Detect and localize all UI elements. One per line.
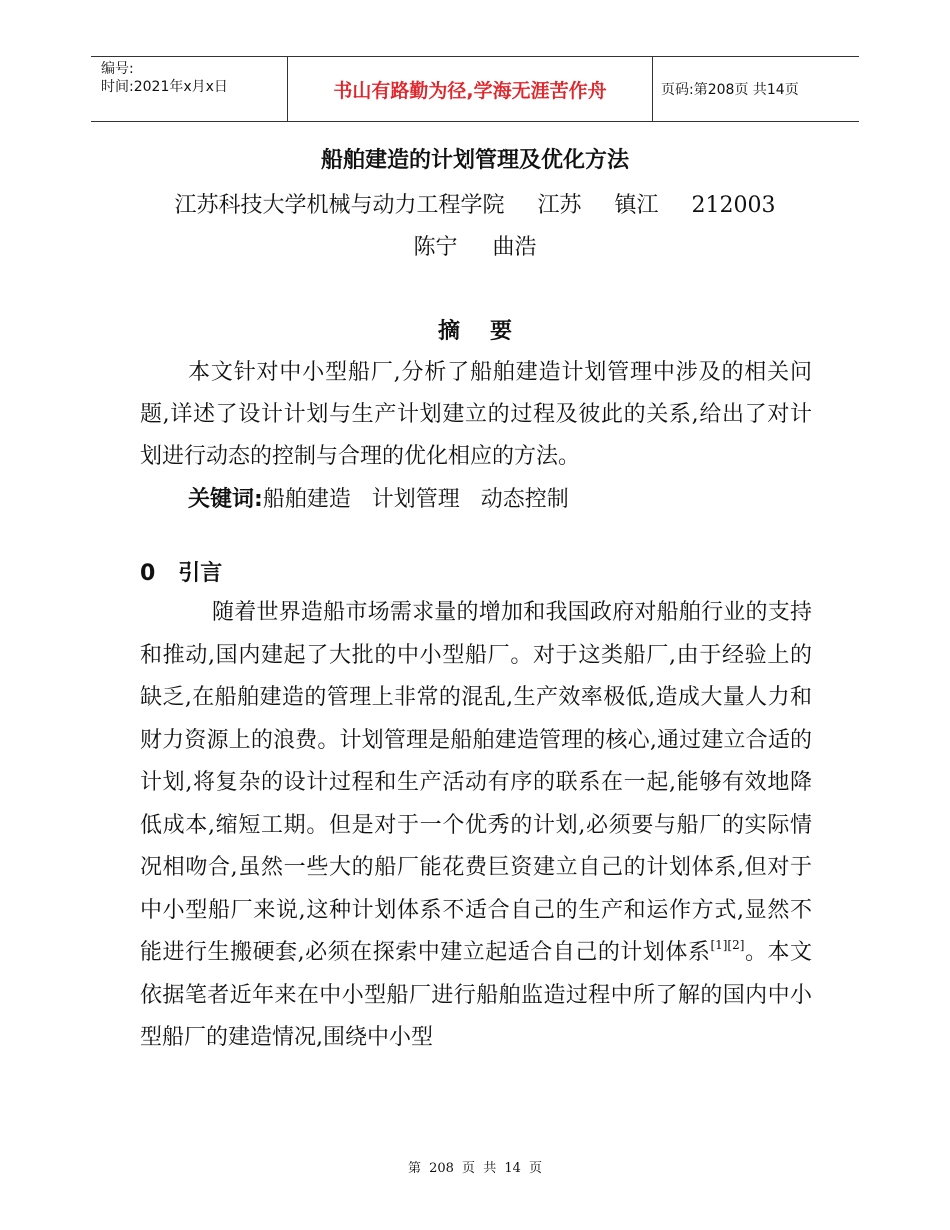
author-names: 陈宁 曲浩 [413,235,537,260]
section-heading: 0 引言 [140,561,223,586]
time-text: 时间:2021年x月x日 [101,79,228,95]
abstract-heading: 摘要 [437,319,542,344]
serial-label: 编号: [101,61,134,77]
abstract-text: 本文针对中小型船厂,分析了船舶建造计划管理中涉及的相关问题,详述了设计计划与生产计划建立的过程及彼此的关系,给出了对计划进行动态的控制与合理的优化相应的方法。 [140,360,812,469]
page-footer: 第 208 页 共 14 页 [407,1161,543,1176]
article-title: 船舶建造的计划管理及优化方法 [320,148,629,173]
author-affiliation: 江苏科技大学机械与动力工程学院 江苏 镇江 212003 [174,193,776,218]
document-header [91,56,859,122]
header-meta [91,57,287,121]
header-motto: 书山有路勤为径,学海无涯苦作舟 [287,57,653,121]
header-page-code: 页码:第208页 共14页 [661,82,799,98]
body-text-part2: 。本文依据笔者近年来在中小型船厂进行船舶监造过程中所了解的国内中小型船厂的建造情况,围绕中小型 [140,940,812,1050]
keywords-label: 关键词: [188,487,263,512]
keywords-line [188,482,569,513]
body-text-part1: 随着世界造船市场需求量的增加和我国政府对船舶行业的支持和推动,国内建起了大批的中小型船厂。对于这类船厂,由于经验上的缺乏,在船舶建造的管理上非常的混乱,生产效率极低,造成大量人力和财力资源上的浪费。计划管理是船舶建造管理的核心,通过建立合适的计划,将复杂的设计过程和生产活动有序的联系在一起,能够有效地降低成本,缩短工期。但是对于一个优秀的计划,必须要与船厂的实际情况相吻合,虽然一些大的船厂能花费巨资建立自己的计划体系,但对于中小型船厂来说,这种计划体系不适合自己的生产和运作方式,显然不能进行生搬硬套,必须在探索中建立起适合自己的计划体系 [140,600,812,965]
body-paragraph [140,592,812,1060]
keywords-list: 船舶建造 计划管理 动态控制 [262,487,569,512]
citation-ref: [1][2] [710,938,745,952]
